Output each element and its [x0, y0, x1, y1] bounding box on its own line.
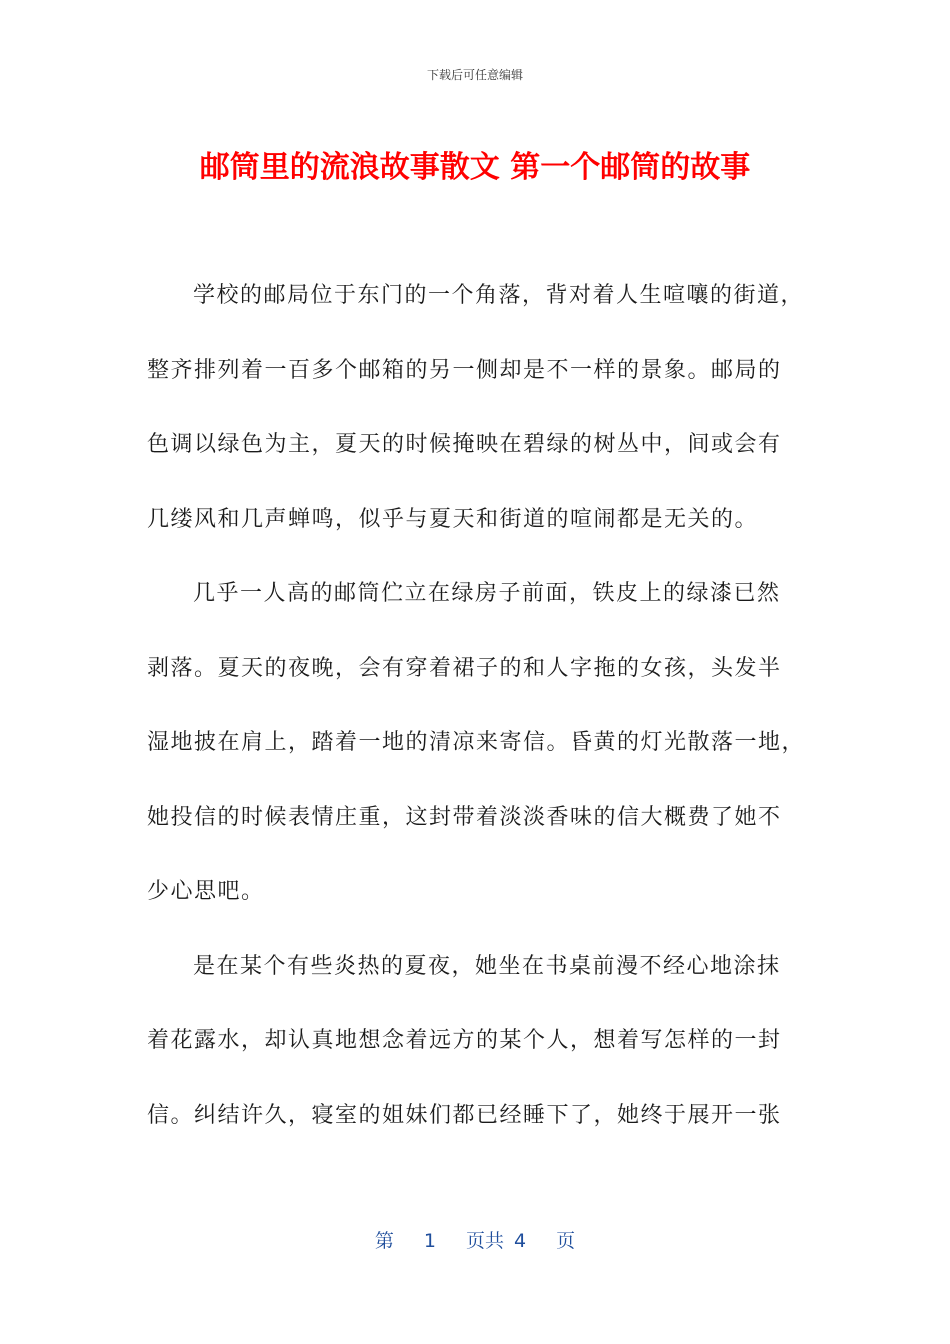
text-line: 学校的邮局位于东门的一个角落，背对着人生喧嚷的街道，: [193, 283, 805, 308]
text-line: 几缕风和几声蝉鸣，似乎与夏天和街道的喧闹都是无关的。: [147, 506, 759, 532]
footer-suffix: 页: [556, 1230, 576, 1252]
footer-page-number: 1: [423, 1230, 436, 1252]
text-line: 她投信的时候表情庄重，这封带着淡淡香味的信大概费了她不: [147, 804, 782, 830]
body-text: [147, 276, 807, 1170]
text-line: 整齐排列着一百多个邮箱的另一侧却是不一样的景象。邮局的: [147, 357, 782, 383]
document-title: 邮筒里的流浪故事散文 第一个邮筒的故事: [199, 150, 751, 185]
text-line: 几乎一人高的邮筒伫立在绿房子前面，铁皮上的绿漆已然: [193, 581, 781, 606]
text-line: 剥落。夏天的夜晚，会有穿着裙子的和人字拖的女孩，头发半: [147, 655, 782, 681]
text-line: 着花露水，却认真地想念着远方的某个人，想着写怎样的一封: [147, 1028, 782, 1053]
header-note: 下载后可任意编辑: [426, 68, 523, 82]
page-footer: [0, 1226, 950, 1253]
text-line: 少心思吧。: [147, 879, 265, 904]
footer-prefix: 第: [374, 1230, 394, 1252]
footer-middle: 页共: [465, 1230, 504, 1252]
text-line: 信。纠结许久，寝室的姐妹们都已经睡下了，她终于展开一张: [147, 1102, 782, 1128]
text-line: 湿地披在肩上，踏着一地的清凉来寄信。昏黄的灯光散落一地，: [147, 730, 806, 755]
text-line: 色调以绿色为主，夏天的时候掩映在碧绿的树丛中，间或会有: [147, 432, 782, 457]
footer-total-pages: 4: [514, 1230, 527, 1252]
text-line: 是在某个有些炎热的夏夜，她坐在书桌前漫不经心地涂抹: [193, 953, 781, 979]
